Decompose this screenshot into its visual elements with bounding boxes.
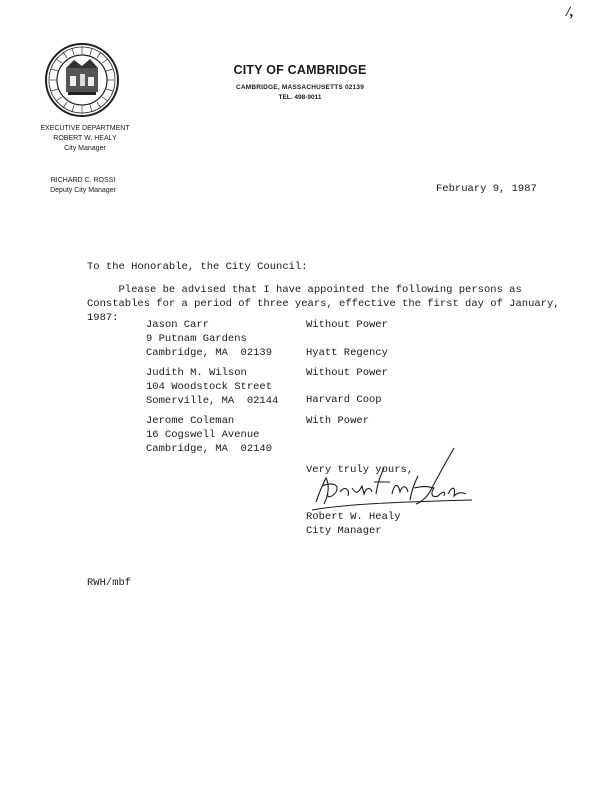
letterhead [200,63,400,101]
handwritten-signature [306,442,476,516]
appointee-city: Somerville, MA 02144 [146,395,279,407]
appointee-name: Jason Carr [146,319,210,331]
manager-name: ROBERT W. HEALY [53,135,117,142]
letter-date: February 9, 1987 [436,183,537,195]
deputy-block [20,176,146,196]
appointee-name: Judith M. Wilson [146,367,247,379]
deputy-title: Deputy City Manager [50,187,116,194]
appointee-status: Without Power [306,319,388,331]
body-line: 1987: [87,312,119,324]
valediction: Very truly yours, [306,464,414,476]
appointee-address: 9 Putnam Gardens [146,333,247,345]
handwritten-corner-mark: /, [566,4,574,20]
appointee-affiliation: Hyatt Regency [306,347,388,359]
appointee-block [146,366,278,408]
body-line: Constables for a period of three years, effective the first day of January, [87,298,560,310]
appointee-status: Without Power [306,367,388,379]
appointee-name: Jerome Coleman [146,415,235,427]
department-name: EXECUTIVE DEPARTMENT [40,125,130,132]
reference-initials: RWH/mbf [87,577,132,589]
salutation: To the Honorable, the City Council: [87,261,308,273]
appointee-block [146,414,272,456]
appointee-city: Cambridge, MA 02140 [146,443,273,455]
signer-title: City Manager [306,525,382,537]
appointee-city: Cambridge, MA 02139 [146,347,273,359]
body-line: Please be advised that I have appointed the following persons as [87,284,522,296]
deputy-name: RICHARD C. ROSSI [50,177,116,184]
appointee-affiliation: Harvard Coop [306,394,382,406]
appointee-block [146,318,272,360]
signer-name: Robert W. Healy [306,511,401,523]
appointee-address: 16 Cogswell Avenue [146,429,260,441]
city-seal-icon [44,42,120,118]
city-address: CAMBRIDGE, MASSACHUSETTS 02139 [235,84,365,91]
city-telephone: TEL. 498-9011 [278,94,322,101]
executive-department-block [20,124,150,154]
appointee-address: 104 Woodstock Street [146,381,273,393]
city-name: CITY OF CAMBRIDGE [233,63,367,77]
appointee-status: With Power [306,415,370,427]
manager-title: City Manager [64,145,106,152]
